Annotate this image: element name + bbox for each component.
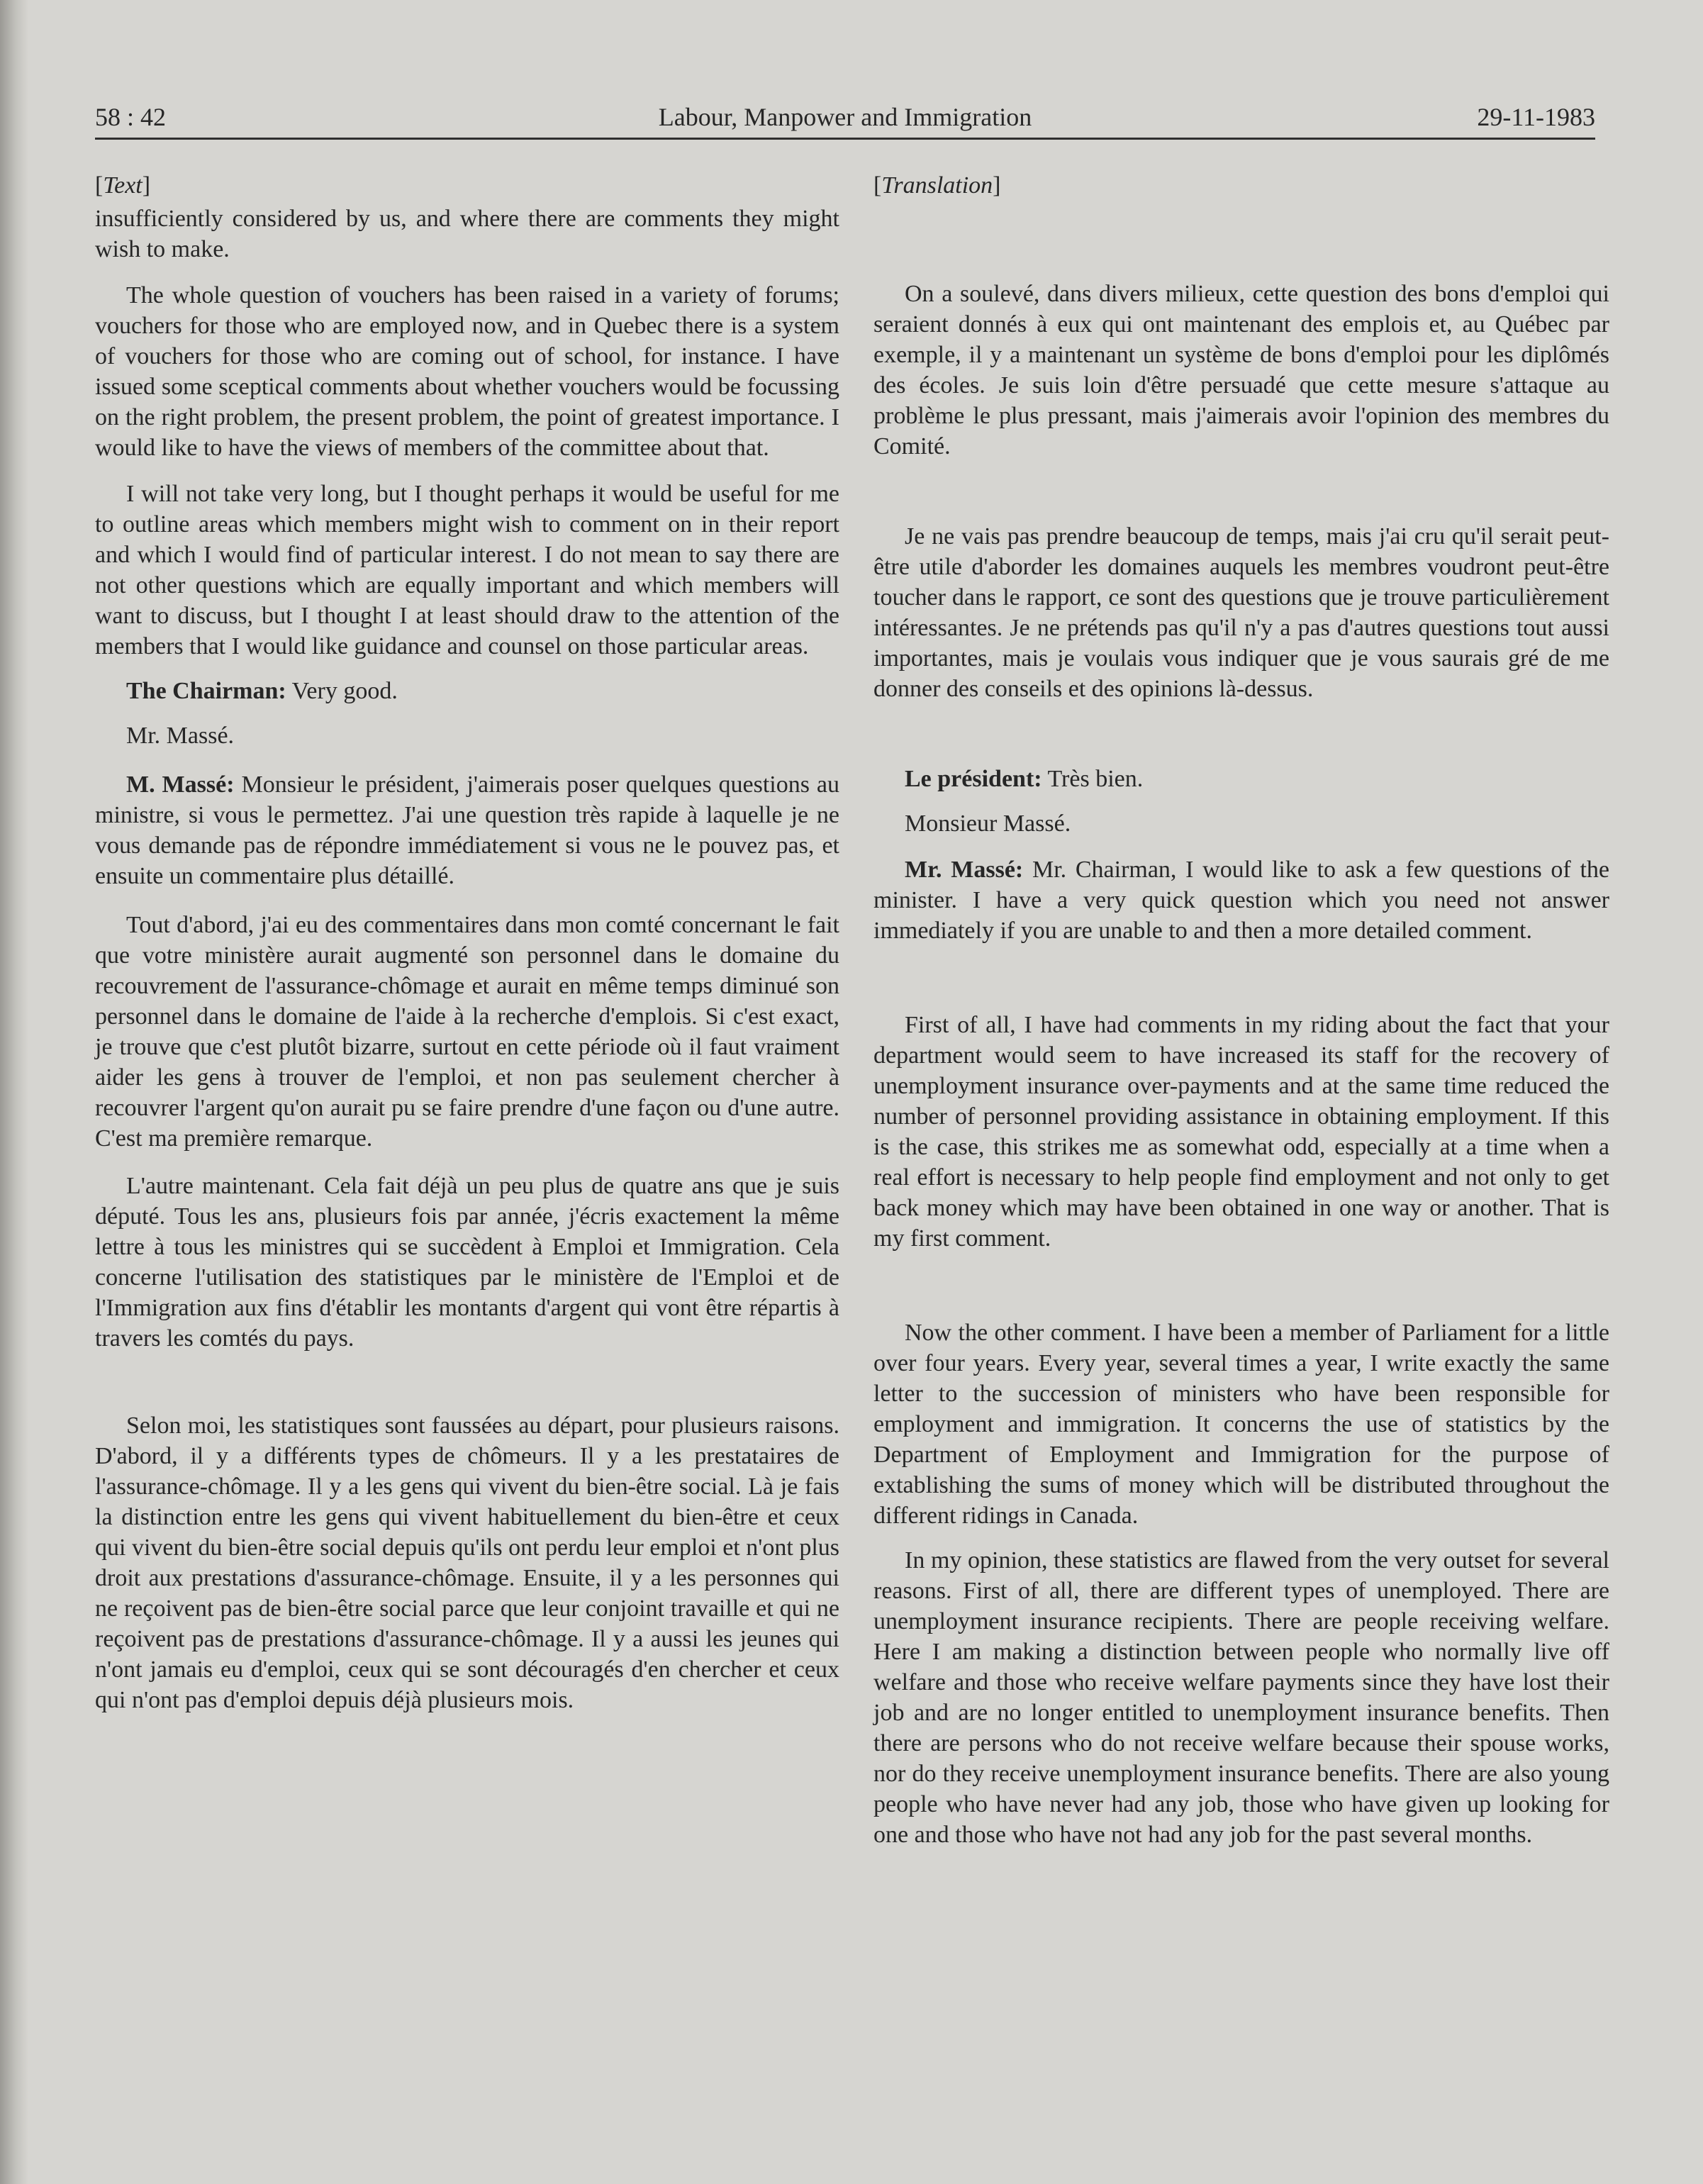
paragraph: insufficiently considered by us, and where there are comments they might wish to make. bbox=[95, 206, 839, 262]
paragraph: I will not take very long, but I thought perhaps it would be useful for me to outline areas which members might wish to comment on in their report and which I would find of particular interest. I do not mean to say there are not other questions which are equally important and which members will want to discuss, but I thought I at least should draw to the attention of the members that I would like guidance and counsel on those particular areas. bbox=[95, 481, 839, 659]
speaker-paragraph: Mr. Massé: Mr. Chairman, I would like to ask a few questions of the minister. I have a very quick question which you need not answer immediately if you are unable to and then a more detailed comment. bbox=[873, 857, 1609, 944]
column-tag-translation: [Translation] bbox=[873, 172, 1001, 199]
speaker-paragraph: Le président: Très bien. bbox=[905, 766, 1144, 792]
column-tag-text: [Text] bbox=[95, 172, 151, 199]
paragraph: Je ne vais pas prendre beaucoup de temps, mais j'ai cru qu'il serait peut-être utile d'aborder les domaines auquels les membres voudront peut-être toucher dans le rapport, ce sont des questions que je trouve particulièrement intéressantes. Je ne prétends pas qu'il n'y a pas d'autres questions tout aussi importantes, mais je voulais vous indiquer que je vous saurais gré de me donner des conseils et des opinions là-dessus. bbox=[873, 523, 1609, 702]
right-column bbox=[873, 170, 1609, 1850]
speaker-paragraph: M. Massé: Monsieur le président, j'aimerais poser quelques questions au ministre, si vous le permettez. J'ai une question très rapide à laquelle je ne vous demande pas de répondre immédiatement si vous ne le pouvez pas, et ensuite un commentaire plus détaillé. bbox=[95, 771, 840, 889]
paragraph: Now the other comment. I have been a member of Parliament for a little over four years. Every year, several times a year, I write exactly the same letter to the succession of ministers who have been responsible for employment and immigration. It concerns the use of statistics by the Department of Employment and Immigration for the purpose of extablishing the sums of money which will be distributed throughout the different ridings in Canada. bbox=[873, 1320, 1609, 1529]
paragraph: On a soulevé, dans divers milieux, cette question des bons d'emploi qui seraient donnés à eux qui ont maintenant des emplois et, au Québec par exemple, il y a maintenant un système de bons d'emploi pour les diplômés des écoles. Je suis loin d'être persuadé que cette mesure s'attaque au problème le plus pressant, mais j'aimerais avoir l'opinion des membres du Comité. bbox=[873, 281, 1609, 459]
speaker-name: Mr. Massé: bbox=[905, 857, 1024, 883]
speaker-name: Le président: bbox=[905, 766, 1042, 792]
paragraph: First of all, I have had comments in my riding about the fact that your department would seem to have increased its staff for the recovery of unemployment insurance over-payments and at the same time reduced the number of personnel providing assistance in obtaining employment. If this is the case, this strikes me as somewhat odd, especially at a time when a real effort is necessary to help people find employment and not only to get back money which may have been obtained in one way or another. That is my first comment. bbox=[873, 1012, 1609, 1252]
paragraph: Monsieur Massé. bbox=[905, 810, 1071, 837]
header-date: 29-11-1983 bbox=[1477, 103, 1595, 131]
left-column bbox=[95, 170, 839, 1715]
paragraph: Selon moi, les statistiques sont faussées au départ, pour plusieurs raisons. D'abord, il y a différents types de chômeurs. Il y a les prestataires de l'assurance-chômage. Il y a les gens qui vivent du bien-être social. Là je fais la distinction entre les gens qui vivent habituellement du bien-être et ceux qui vivent du bien-être social depuis qu'ils ont perdu leur emploi et n'ont plus droit aux prestations d'assurance-chômage. Ensuite, il y a les personnes qui ne reçoivent pas de bien-être social parce que leur conjoint travaille et qui ne reçoivent pas de prestations d'assurance-chômage. Il y a aussi les jeunes qui n'ont jamais eu d'emploi, ceux qui se sont découragés d'en chercher et ceux qui n'ont pas d'emploi depuis déjà plusieurs mois. bbox=[95, 1413, 839, 1713]
paragraph: In my opinion, these statistics are flawed from the very outset for several reasons. First of all, there are different types of unemployed. There are unemployment insurance recipients. There are people receiving welfare. Here I am making a distinction between people who normally live off welfare and those who receive welfare payments since they have lost their job and are no longer entitled to unemployment insurance benefits. Then there are persons who do not receive welfare because their spouse works, nor do they receive unemployment insurance benefits. There are also young people who have never had any job, those who have given up looking for one and those who have not had any job for the past several months. bbox=[873, 1547, 1609, 1848]
paragraph: Mr. Massé. bbox=[126, 723, 235, 749]
speaker-paragraph: The Chairman: Very good. bbox=[126, 678, 398, 704]
paragraph: Tout d'abord, j'ai eu des commentaires dans mon comté concernant le fait que votre ministère aurait augmenté son personnel dans le domaine du recouvrement de l'assurance-chômage et aurait en même temps diminué son personnel dans le domaine de l'aide à la recherche d'emplois. Si c'est exact, je trouve que c'est plutôt bizarre, surtout en cette période où il faut vraiment aider les gens à trouver de l'emploi, et non pas seulement chercher à recouvrer l'argent qu'on aurait pu se faire prendre d'une façon ou d'une autre. C'est ma première remarque. bbox=[95, 912, 839, 1152]
speaker-name: The Chairman: bbox=[126, 678, 286, 704]
running-title: Labour, Manpower and Immigration bbox=[658, 103, 1032, 131]
page-header bbox=[95, 99, 1595, 140]
paragraph: L'autre maintenant. Cela fait déjà un peu plus de quatre ans que je suis député. Tous les ans, plusieurs fois par année, j'écris exactement la même lettre à tous les ministres qui se succèdent à Emploi et Immigration. Cela concerne l'utilisation des statistiques par le ministère de l'Emploi et de l'Immigration aux fins d'établir les montants d'argent qui vont être répartis à travers les comtés du pays. bbox=[95, 1173, 839, 1352]
page-number: 58 : 42 bbox=[95, 103, 167, 131]
speaker-name: M. Massé: bbox=[126, 771, 235, 798]
paragraph: The whole question of vouchers has been raised in a variety of forums; vouchers for those who are employed now, and in Quebec there is a system of vouchers for those who are coming out of school, for instance. I have issued some sceptical comments about whether vouchers would be focussing on the right problem, the present problem, the point of greatest importance. I would like to have the views of members of the committee about that. bbox=[95, 282, 839, 461]
